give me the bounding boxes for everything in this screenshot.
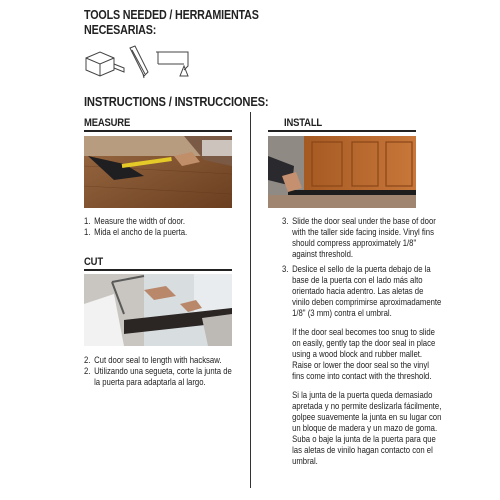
measure-photo bbox=[84, 136, 232, 208]
install-photo bbox=[268, 136, 416, 208]
cut-photo bbox=[84, 274, 232, 346]
install-heading: INSTALL bbox=[284, 117, 323, 129]
install-underline bbox=[268, 130, 416, 132]
pencil-icon bbox=[130, 46, 148, 78]
list-item: 2. Utilizando una segueta, corte la junta de la puerta para adaptarla al largo. bbox=[84, 366, 232, 387]
tools-needed-title: TOOLS NEEDED / HERRAMIENTAS NECESARIAS: bbox=[84, 8, 259, 37]
tape-measure-icon bbox=[86, 52, 124, 76]
list-item: 3. Deslice el sello de la puerta debajo de la base de la puerta con el lado más alto orientado hacia adentro. Las aletas de vinilo deben comprimirse aproximadamente 1/8" (3 mm) contra el umbral. bbox=[282, 264, 442, 318]
install-note-english: If the door seal becomes too snug to slide on easily, gently tap the door seal in place using a wood block and rubber mallet. Raise or lower the door seal so the vinyl fins come into contact with the threshold. bbox=[292, 327, 436, 381]
hacksaw-icon bbox=[156, 52, 188, 76]
tools-illustration bbox=[84, 44, 194, 80]
list-item: 1. Mida el ancho de la puerta. bbox=[84, 227, 188, 237]
list-item: 3. Slide the door seal under the base of door with the taller side facing inside. Vinyl fins should compress approximately 1/8" against threshold. bbox=[282, 216, 436, 259]
column-divider bbox=[250, 112, 251, 488]
instructions-title: INSTRUCTIONS / INSTRUCCIONES: bbox=[84, 94, 269, 109]
measure-heading: MEASURE bbox=[84, 117, 131, 129]
install-note-spanish: Si la junta de la puerta queda demasiado apretada y no permite deslizarla fácilmente, golpee suavemente la junta en su lugar con un bloque de madera y un mazo de goma. Suba o baje la junta de la puerta para que las aletas de vinilo hagan contacto con el umbral. bbox=[292, 390, 442, 466]
install-steps bbox=[282, 216, 442, 319]
measure-steps bbox=[84, 216, 235, 238]
measure-underline bbox=[84, 130, 232, 132]
cut-underline bbox=[84, 269, 232, 271]
cut-heading: CUT bbox=[84, 256, 103, 268]
list-item: 2. Cut door seal to length with hacksaw. bbox=[84, 355, 222, 365]
cut-steps bbox=[84, 355, 239, 388]
install-text bbox=[282, 216, 442, 467]
list-item: 1. Measure the width of door. bbox=[84, 216, 186, 226]
